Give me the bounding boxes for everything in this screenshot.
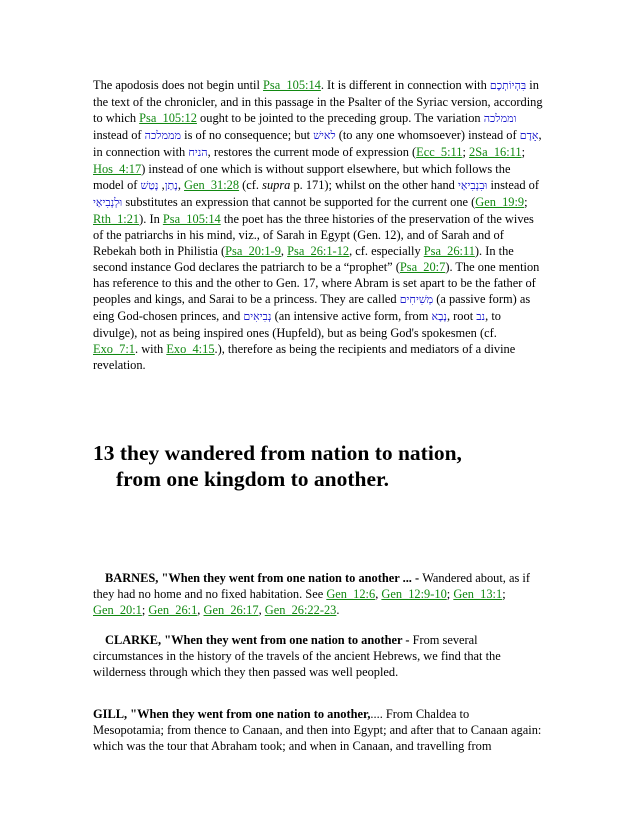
scripture-link[interactable]: Gen_31:28 bbox=[184, 178, 240, 192]
scripture-link[interactable]: Hos_4:17 bbox=[93, 162, 142, 176]
text: .), therefore as being the recipients and mediators of a divine revelation. bbox=[93, 342, 516, 372]
hebrew-word: נָטַשׁ bbox=[140, 179, 159, 192]
text: , cf. especially bbox=[349, 244, 424, 258]
text: . with bbox=[135, 342, 167, 356]
hebrew-word: מְשִׁיחִים bbox=[399, 293, 434, 306]
text: , bbox=[177, 178, 185, 192]
text: ; bbox=[446, 587, 454, 601]
italic-text: supra bbox=[262, 178, 291, 192]
scripture-link[interactable]: Gen_19:9 bbox=[475, 195, 525, 209]
text: , bbox=[375, 587, 382, 601]
commentary-clarke bbox=[93, 632, 543, 680]
hebrew-word: בִּהְיוֹתְכֶם bbox=[489, 79, 527, 92]
text: , bbox=[197, 603, 204, 617]
text: From several circumstances in the history of the travels of the ancient Hebrews, we find that the wilderness through which they then passed was well peopled. bbox=[93, 633, 501, 679]
scripture-link[interactable]: Ecc_5:11 bbox=[416, 145, 463, 159]
text: , root bbox=[446, 309, 477, 323]
commentary-label: BARNES, "When they went from one nation to another ... - bbox=[105, 571, 423, 585]
text: substitutes an expression that cannot be supported for the current one ( bbox=[122, 195, 476, 209]
text: , bbox=[258, 603, 265, 617]
text: ; bbox=[524, 195, 528, 209]
text: ) instead of one which is without support elsewhere, but which follows the model of bbox=[93, 162, 511, 192]
commentary-gill bbox=[93, 706, 543, 754]
text: instead of bbox=[487, 178, 539, 192]
text: . bbox=[336, 603, 340, 617]
verse-line-1: 13 they wandered from nation to nation, bbox=[93, 441, 462, 465]
text: , to divulge), not as being inspired ones (Hupfeld), but as being God's spokesmen (cf. bbox=[93, 309, 501, 340]
text: (an intensive active form, from bbox=[271, 309, 432, 323]
scripture-link[interactable]: Psa_26:1-12 bbox=[287, 244, 350, 258]
text: in the text of the chronicler, and in this passage in the Psalter of the Syriac version, according to which bbox=[93, 78, 543, 125]
hebrew-word: וממלכה bbox=[483, 112, 517, 125]
hebrew-word: הניח bbox=[188, 146, 208, 159]
scripture-link[interactable]: Gen_13:1 bbox=[453, 587, 503, 601]
text: (a passive form) as eing God-chosen princes, and bbox=[93, 292, 531, 323]
text: instead of bbox=[93, 128, 145, 142]
scripture-link[interactable]: 2Sa_16:11 bbox=[469, 145, 522, 159]
hebrew-word: לאישׁ bbox=[313, 129, 336, 142]
scripture-link[interactable]: Psa_26:11 bbox=[423, 244, 475, 258]
scripture-link[interactable]: Gen_26:1 bbox=[148, 603, 198, 617]
text: ; bbox=[521, 145, 526, 159]
scripture-link[interactable]: Exo_7:1 bbox=[93, 342, 135, 356]
hebrew-word: וּלְנְבִיאַי bbox=[93, 196, 123, 209]
text: .... From Chaldea to Mesopotamia; from thence to Canaan, and then into Egypt; and after that to Canaan again: which was the tour that Abraham took; and when in Canaan, and travelling from bbox=[93, 707, 542, 753]
scripture-link[interactable]: Gen_12:6 bbox=[326, 587, 376, 601]
text: ). In the second instance God declares the patriarch to be a “prophet” ( bbox=[93, 244, 514, 274]
scripture-link[interactable]: Psa_20:7 bbox=[399, 260, 446, 274]
hebrew-word: נְבִיאִים bbox=[243, 310, 272, 323]
verse-heading bbox=[93, 440, 543, 492]
hebrew-word: נָתַן bbox=[164, 179, 178, 192]
text: is of no consequence; but bbox=[181, 128, 314, 142]
hebrew-word: מממלכה bbox=[144, 129, 182, 142]
text: . It is different in connection with bbox=[320, 78, 490, 92]
verse-line-2: from one kingdom to another. bbox=[116, 467, 389, 491]
commentary-barnes bbox=[93, 570, 543, 618]
scripture-link[interactable]: Gen_20:1 bbox=[93, 603, 142, 617]
text: , bbox=[158, 178, 165, 192]
hebrew-word: נָבָא bbox=[431, 310, 447, 323]
hebrew-word: אָדָם bbox=[519, 129, 539, 142]
commentary-label: CLARKE, "When they went from one nation to another - bbox=[105, 633, 413, 647]
text: ). In bbox=[139, 212, 163, 226]
scripture-link[interactable]: Gen_26:17 bbox=[203, 603, 259, 617]
text: , bbox=[280, 244, 288, 258]
text: ; bbox=[141, 603, 149, 617]
text: ; bbox=[502, 587, 506, 601]
scripture-link[interactable]: Psa_105:14 bbox=[263, 78, 321, 92]
text: , in connection with bbox=[93, 128, 542, 159]
hebrew-word: נב bbox=[476, 310, 486, 323]
scripture-link[interactable]: Psa_105:14 bbox=[162, 212, 221, 226]
text: Wandered about, as if they had no home and no fixed habitation. See bbox=[93, 571, 530, 601]
text: (to any one whomsoever) instead of bbox=[335, 128, 520, 142]
scripture-link[interactable]: Psa_105:12 bbox=[139, 111, 197, 125]
scripture-link[interactable]: Rth_1:21 bbox=[93, 212, 140, 226]
text: ). The one mention has reference to this and the other to Gen. 17, where Abram is set apart to be the father of peoples and kings, and Sarai to be a princess. They are called bbox=[93, 260, 540, 306]
commentary-paragraph-keil bbox=[93, 77, 543, 373]
commentary-label: GILL, "When they went from one nation to another, bbox=[93, 707, 371, 721]
text: , restores the current mode of expression ( bbox=[207, 145, 417, 159]
scripture-link[interactable]: Psa_20:1-9 bbox=[225, 244, 281, 258]
text: ought to be jointed to the preceding group. The variation bbox=[196, 111, 484, 125]
text: p. 171); whilst on the other hand bbox=[290, 178, 458, 192]
text: (cf. bbox=[239, 178, 263, 192]
scripture-link[interactable]: Gen_26:22-23 bbox=[264, 603, 337, 617]
scripture-link[interactable]: Exo_4:15 bbox=[166, 342, 215, 356]
text: ; bbox=[462, 145, 470, 159]
scripture-link[interactable]: Gen_12:9-10 bbox=[381, 587, 447, 601]
text: The apodosis does not begin until bbox=[93, 78, 264, 92]
hebrew-word: וּבִנְבִיאַי bbox=[457, 179, 488, 192]
text: the poet has the three histories of the preservation of the wives of the patriarchs in his mind, viz., of Sarah in Egypt (Gen. 12), and of Sarah and of Rebekah both in Philistia ( bbox=[93, 212, 534, 258]
